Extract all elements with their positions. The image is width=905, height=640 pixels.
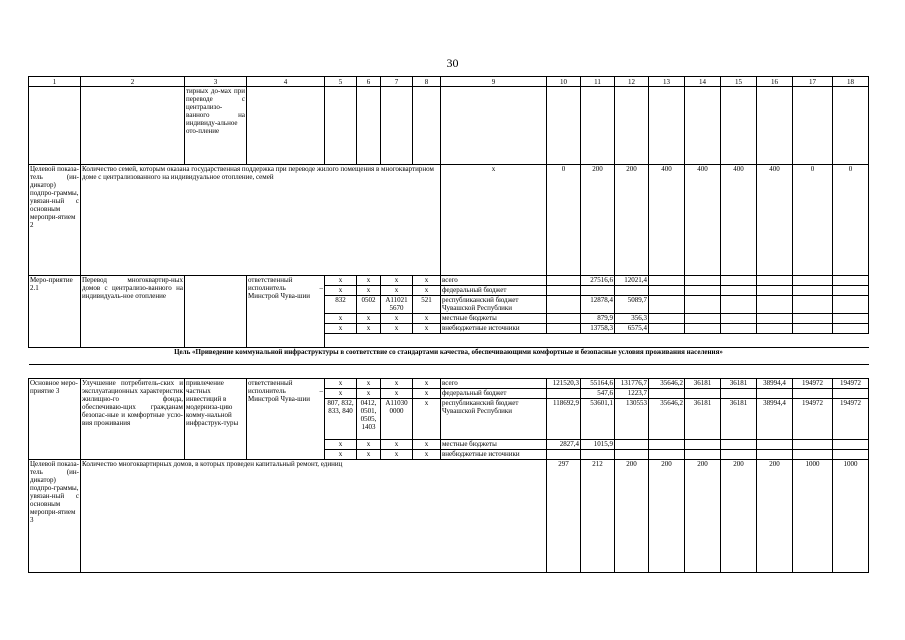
cell: 6575,4 [615, 324, 649, 334]
page-number: 30 [446, 56, 459, 70]
cell [547, 324, 581, 334]
cell: x [413, 314, 441, 324]
cell: 130553 [615, 399, 649, 440]
cell: 55164,6 [581, 379, 615, 389]
cell: x [413, 276, 441, 286]
cell: 297 [547, 460, 581, 573]
cell: 194972 [793, 399, 833, 440]
cell: 5089,7 [615, 296, 649, 314]
col-num: 5 [325, 77, 357, 87]
cell: x [381, 379, 413, 389]
cell: 53601,1 [581, 399, 615, 440]
cell: x [381, 314, 413, 324]
col-num: 9 [441, 77, 547, 87]
indicator-label: Целевой показа-тель (ин-дикатор) подпро-граммы, увязан-ный с основным меропри-ятием 3 [29, 460, 81, 573]
cell: 12021,4 [615, 276, 649, 286]
cell: внебюджетные источники [441, 324, 547, 334]
cell: x [413, 286, 441, 296]
cell: x [381, 276, 413, 286]
col-num: 7 [381, 77, 413, 87]
cell: 1000 [793, 460, 833, 573]
cell: A11021 5670 [381, 296, 413, 314]
cell: x [413, 389, 441, 399]
cell: 0 [833, 165, 869, 276]
indicator-description: Количество многоквартирных домов, в которых проведен капитальный ремонт, единиц [81, 460, 547, 573]
col-num: 8 [413, 77, 441, 87]
cell: 1000 [833, 460, 869, 573]
cell: x [381, 450, 413, 460]
col-num: 14 [685, 77, 721, 87]
cell: 400 [721, 165, 757, 276]
cell: местные бюджеты [441, 440, 547, 450]
cell: 118692,9 [547, 399, 581, 440]
cell: 200 [649, 460, 685, 573]
cell: 200 [615, 460, 649, 573]
cell: 0412, 0501, 0505, 1403 [357, 399, 381, 440]
cell: 194972 [833, 379, 869, 389]
cell: x [381, 286, 413, 296]
table-row [29, 379, 869, 389]
cell [547, 276, 581, 286]
col-num: 17 [793, 77, 833, 87]
cell: x [381, 389, 413, 399]
table-row [29, 276, 869, 286]
cell: A11030 0000 [381, 399, 413, 440]
main-measure-label: Основное меро-приятие 3 [29, 379, 81, 460]
cell: 12878,4 [581, 296, 615, 314]
indicator-description: Количество семей, которым оказана государственная поддержка при переводе жилого помещения в многоквартирном доме с централизованного на индивидуальное отопление, семей [81, 165, 441, 276]
main-measure-col3: привлечение частных инвестиций в модерниза-цию комму-нальной инфраструк-туры [185, 379, 247, 460]
cell: 200 [685, 460, 721, 573]
cell [547, 296, 581, 314]
cell: x [325, 379, 357, 389]
cell: 121520,3 [547, 379, 581, 389]
cell: 832 [325, 296, 357, 314]
col-num: 12 [615, 77, 649, 87]
cell: x [357, 324, 381, 334]
cell: 36181 [721, 379, 757, 389]
cell: внебюджетные источники [441, 450, 547, 460]
cell: x [357, 379, 381, 389]
cell: 400 [649, 165, 685, 276]
cell: 200 [721, 460, 757, 573]
cell [547, 389, 581, 399]
cell: 521 [413, 296, 441, 314]
cell: x [325, 314, 357, 324]
col-num: 3 [185, 77, 247, 87]
cell: x [413, 450, 441, 460]
cell: 13758,3 [581, 324, 615, 334]
cell: всего [441, 379, 547, 389]
continuation-col3: тирных до-мах при переводе с централизо-ванного на индивиду-альное ото-пление [185, 87, 247, 165]
goal-row [29, 348, 869, 365]
column-number-row [29, 77, 869, 87]
col-num: 10 [547, 77, 581, 87]
measure-executor: ответственный исполнитель – Минстрой Чува-шии [247, 276, 325, 348]
main-measure-description: Улучшение потребитель-ских и эксплуатационных характеристик жилищно-го фонда, обеспечиваю-щих гражданам безопас-ные и комфортные усло-вия проживания [81, 379, 185, 460]
cell: 38994,4 [757, 379, 793, 389]
cell: 356,3 [615, 314, 649, 324]
cell: x [325, 450, 357, 460]
col-num: 18 [833, 77, 869, 87]
col-num: 13 [649, 77, 685, 87]
measure-label: Меро-приятие 2.1 [29, 276, 81, 348]
cell: 200 [581, 165, 615, 276]
cell: x [357, 450, 381, 460]
cell: 36181 [685, 399, 721, 440]
cell: 200 [757, 460, 793, 573]
cell: федеральный бюджет [441, 389, 547, 399]
cell: 36181 [685, 379, 721, 389]
cell: 807, 832, 833, 840 [325, 399, 357, 440]
cell: x [413, 399, 441, 440]
program-table [28, 76, 869, 573]
cell: x [325, 389, 357, 399]
cell: 194972 [793, 379, 833, 389]
continuation-row [29, 87, 869, 165]
cell: x [325, 440, 357, 450]
cell: федеральный бюджет [441, 286, 547, 296]
col-num: 15 [721, 77, 757, 87]
cell: 0 [793, 165, 833, 276]
cell: 879,9 [581, 314, 615, 324]
cell: 2827,4 [547, 440, 581, 450]
cell: 400 [757, 165, 793, 276]
col-num: 1 [29, 77, 81, 87]
col-num: 11 [581, 77, 615, 87]
cell: 0 [547, 165, 581, 276]
spacer-row [29, 365, 869, 379]
cell: республиканский бюджет Чувашской Республики [441, 296, 547, 314]
cell: 200 [615, 165, 649, 276]
cell: местные бюджеты [441, 314, 547, 324]
cell: x [325, 286, 357, 296]
cell: 212 [581, 460, 615, 573]
col-num: 16 [757, 77, 793, 87]
cell: x [413, 324, 441, 334]
cell: x [325, 324, 357, 334]
main-measure-executor: ответственный исполнитель – Минстрой Чува-шии [247, 379, 325, 460]
cell: 547,6 [581, 389, 615, 399]
cell: x [357, 389, 381, 399]
goal-heading: Цель «Приведение коммунальной инфраструктуры в соответствие со стандартами качества, обеспечивающими комфортные и безопасные условия проживания населения» [29, 348, 869, 365]
cell: 27516,6 [581, 276, 615, 286]
cell: x [413, 440, 441, 450]
cell: x [381, 324, 413, 334]
cell: x [357, 440, 381, 450]
cell: 36181 [721, 399, 757, 440]
col-num: 4 [247, 77, 325, 87]
cell: республиканский бюджет Чувашской Республики [441, 399, 547, 440]
indicator-row-2 [29, 165, 869, 276]
cell: 1015,9 [581, 440, 615, 450]
indicator-row-3 [29, 460, 869, 573]
col-num: 6 [357, 77, 381, 87]
cell: 35646,2 [649, 379, 685, 389]
cell: 35646,2 [649, 399, 685, 440]
cell: x [357, 286, 381, 296]
cell: 1223,7 [615, 389, 649, 399]
cell: x [325, 276, 357, 286]
cell: x [413, 379, 441, 389]
cell: x [441, 165, 547, 276]
cell: x [357, 276, 381, 286]
cell: 194972 [833, 399, 869, 440]
col-num: 2 [81, 77, 185, 87]
indicator-label: Целевой показа-тель (ин-дикатор) подпро-граммы, увязан-ный с основным меропри-ятием 2 [29, 165, 81, 276]
cell: 400 [685, 165, 721, 276]
cell: 131776,7 [615, 379, 649, 389]
cell: x [357, 314, 381, 324]
cell: всего [441, 276, 547, 286]
measure-description: Перевод многоквартир-ных домов с централизо-ванного на индивидуаль-ное отопление [81, 276, 185, 348]
cell: x [381, 440, 413, 450]
cell: 38994,4 [757, 399, 793, 440]
cell: 0502 [357, 296, 381, 314]
cell [547, 314, 581, 324]
